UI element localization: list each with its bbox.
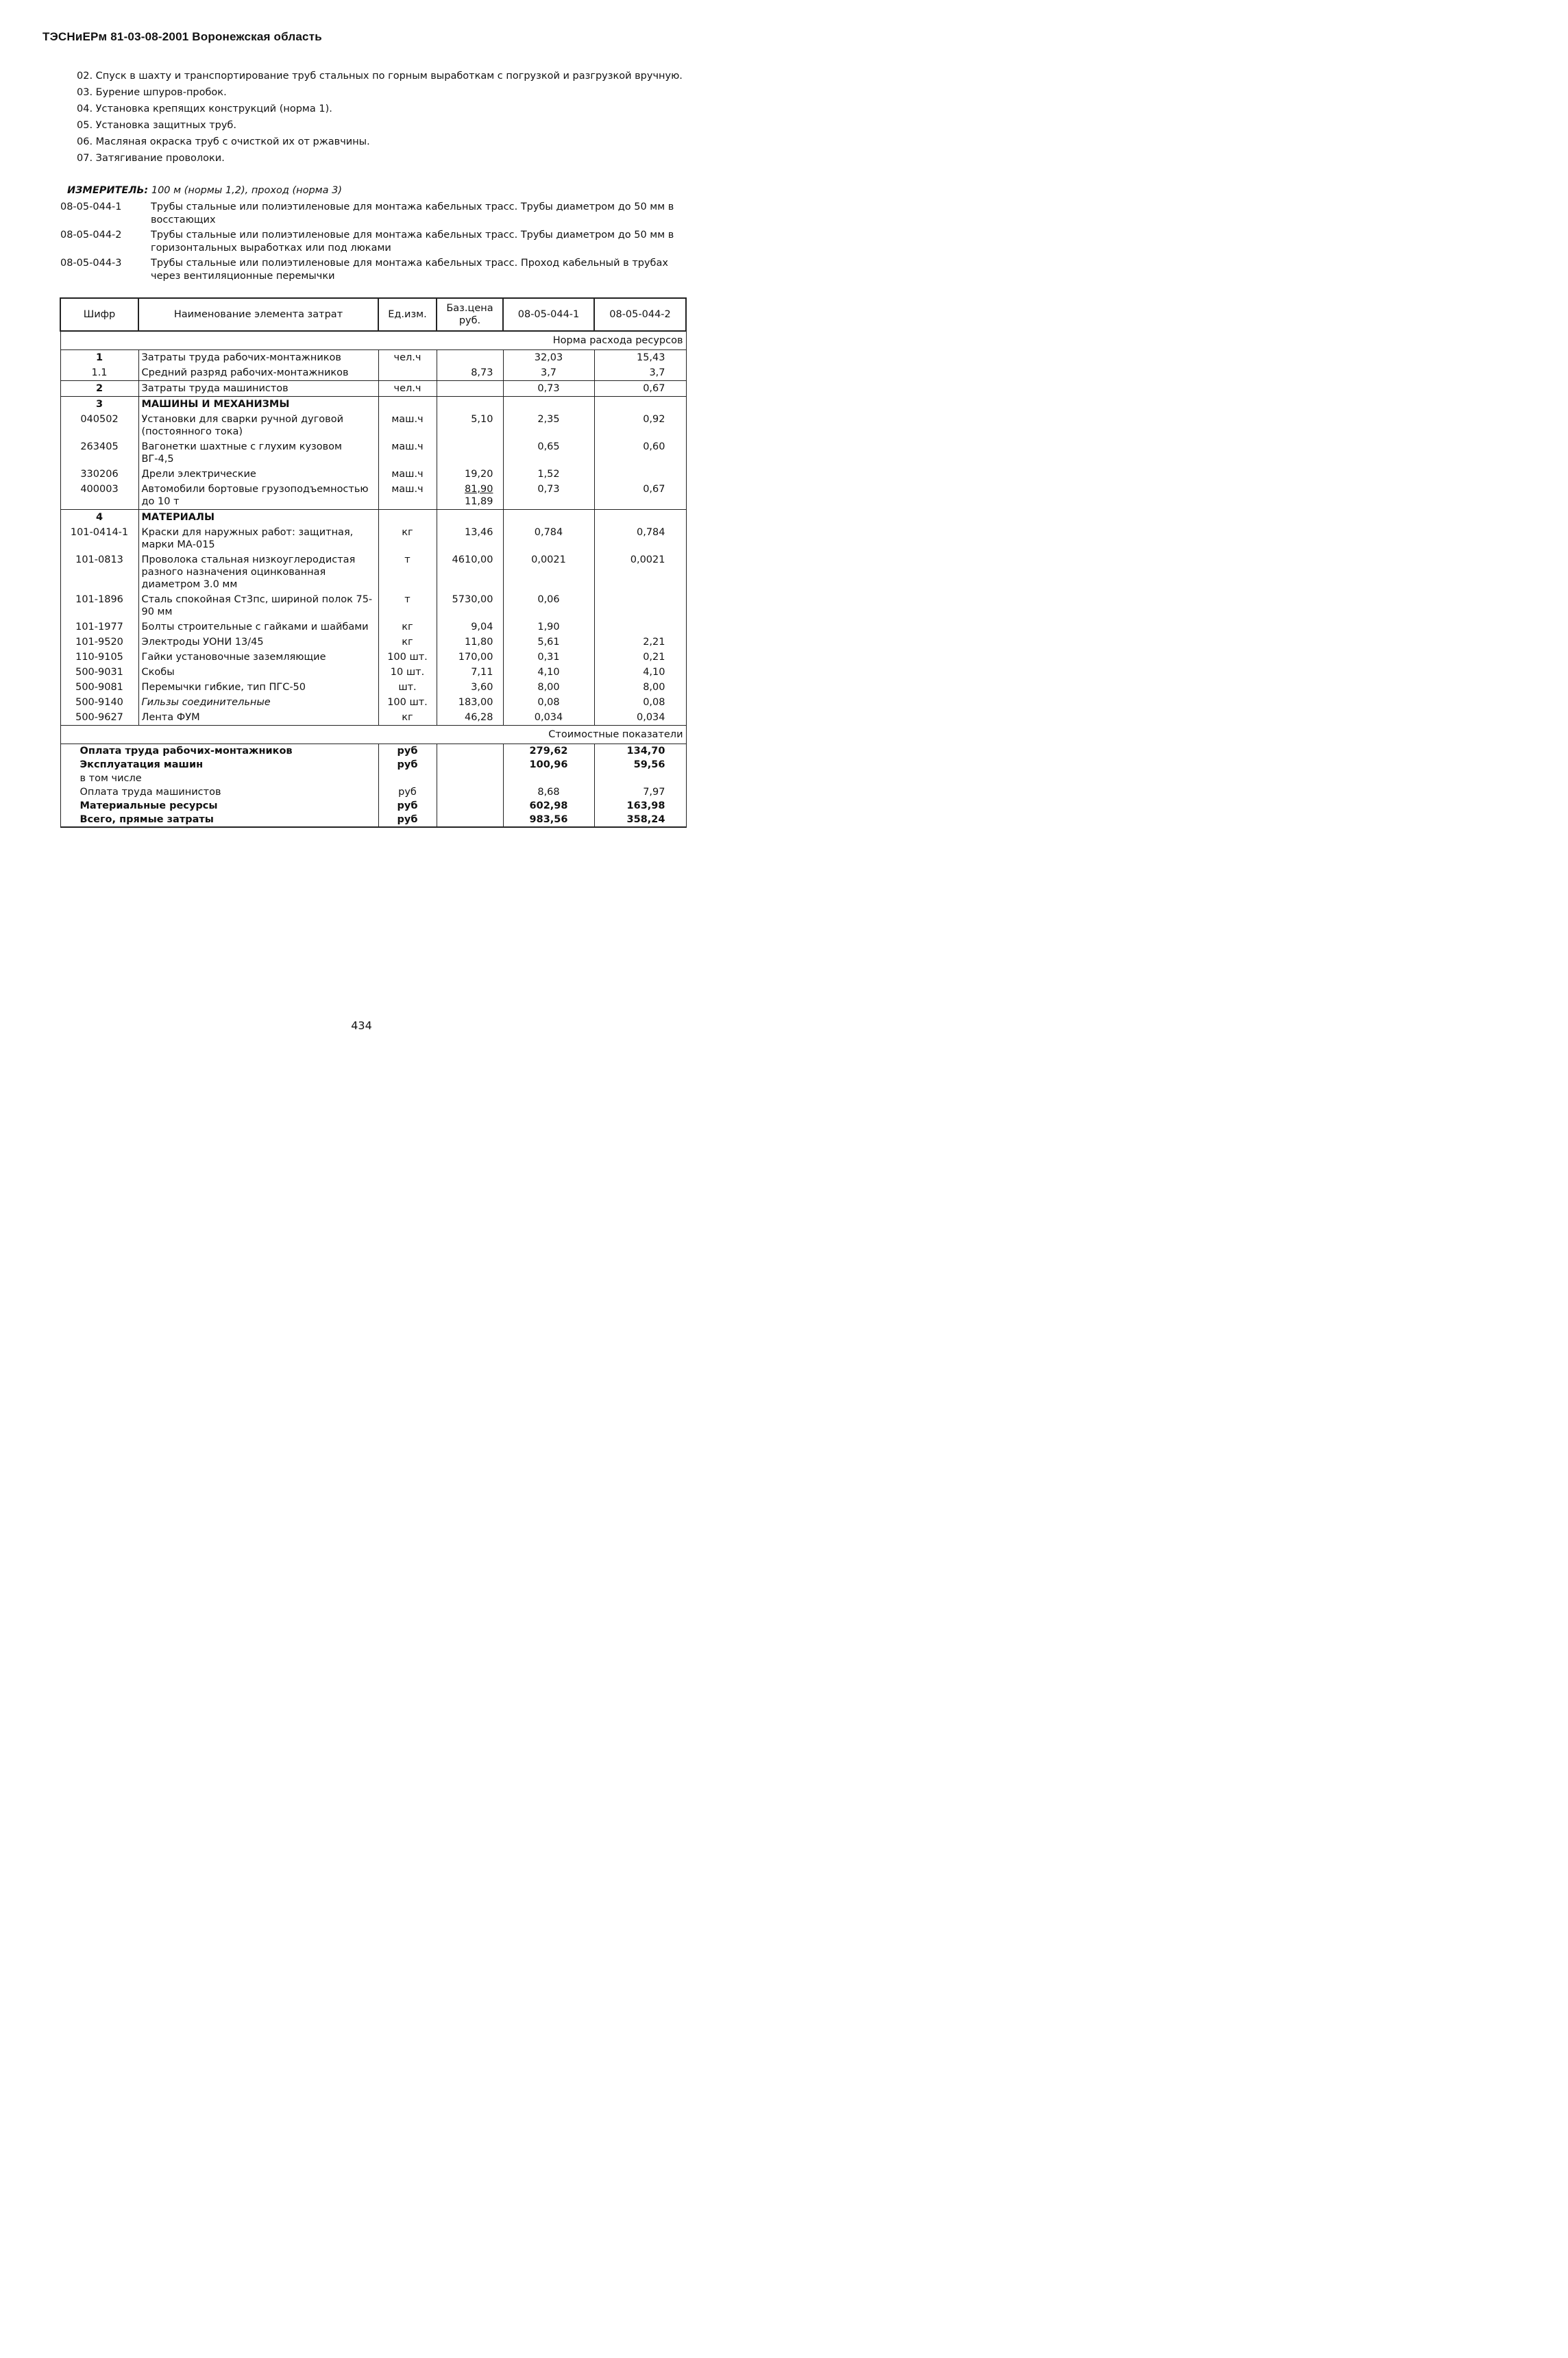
row-price [437,350,503,366]
table-row [60,552,686,592]
document-header: ТЭСНиЕРм 81-03-08-2001 Воронежская область [42,30,322,43]
row-code: 110-9105 [60,650,138,665]
header-code: Шифр [60,298,138,331]
measure-line [67,185,342,196]
row-code: 101-1896 [60,592,138,619]
totals-value-1: 100,96 [503,758,594,772]
row-value-1: 32,03 [503,350,594,366]
row-value-1: 0,08 [503,695,594,710]
norm-codes-list [60,201,691,285]
resources-table [60,297,687,828]
totals-name: Материальные ресурсы [60,799,378,813]
header-norm-1: 08-05-044-1 [503,298,594,331]
row-value-1: 1,52 [503,467,594,482]
row-unit: маш.ч [378,482,437,510]
totals-unit: руб [378,758,437,772]
row-code: 101-1977 [60,619,138,635]
table-row [60,695,686,710]
totals-name: в том числе [60,772,378,785]
row-code: 500-9140 [60,695,138,710]
row-value-2: 0,92 [594,412,686,439]
totals-price [437,744,503,759]
row-value-1 [503,397,594,413]
row-name: МАШИНЫ И МЕХАНИЗМЫ [138,397,378,413]
page-number: 434 [351,1019,372,1032]
totals-row [60,744,686,759]
row-value-2: 3,7 [594,365,686,381]
norm-band-label: Норма расхода ресурсов [60,331,686,350]
table-row [60,592,686,619]
table-row [60,482,686,510]
table-row [60,439,686,467]
totals-value-1: 983,56 [503,813,594,827]
row-name: Гильзы соединительные [138,695,378,710]
row-value-1 [503,510,594,526]
measure-text: 100 м (нормы 1,2), проход (норма 3) [151,185,342,196]
row-unit: т [378,552,437,592]
row-unit: шт. [378,680,437,695]
row-unit: т [378,592,437,619]
cost-band-label: Стоимостные показатели [60,726,686,744]
row-value-2: 4,10 [594,665,686,680]
table-row [60,665,686,680]
totals-price [437,799,503,813]
header-price: Баз.цена руб. [437,298,503,331]
totals-value-2: 59,56 [594,758,686,772]
row-code: 330206 [60,467,138,482]
row-unit [378,510,437,526]
row-price [437,439,503,467]
operation-item: 05. Установка защитных труб. [77,120,236,131]
totals-value-2: 7,97 [594,785,686,799]
table-row [60,510,686,526]
totals-unit: руб [378,744,437,759]
totals-value-2 [594,772,686,785]
row-code: 1 [60,350,138,366]
cost-band-row [60,726,686,744]
row-price [437,482,503,510]
row-price: 11,80 [437,635,503,650]
row-value-2 [594,592,686,619]
totals-value-2: 134,70 [594,744,686,759]
row-unit: маш.ч [378,439,437,467]
header-name: Наименование элемента затрат [138,298,378,331]
table-row [60,397,686,413]
header-unit: Ед.изм. [378,298,437,331]
table-row [60,635,686,650]
row-price: 13,46 [437,525,503,552]
operation-item: 03. Бурение шпуров-пробок. [77,87,227,98]
operations-list [77,70,687,169]
totals-row [60,799,686,813]
totals-row [60,785,686,799]
row-code: 500-9031 [60,665,138,680]
totals-name: Оплата труда машинистов [60,785,378,799]
operation-item: 07. Затягивание проволоки. [77,153,225,164]
row-unit: кг [378,525,437,552]
header-norm-2: 08-05-044-2 [594,298,686,331]
row-code: 500-9081 [60,680,138,695]
row-name: Проволока стальная низкоуглеродистая разного назначения оцинкованная диаметром 3.0 мм [138,552,378,592]
row-name: Автомобили бортовые грузоподъемностью до 10 т [138,482,378,510]
totals-value-1: 602,98 [503,799,594,813]
row-value-2 [594,510,686,526]
table-row [60,619,686,635]
row-value-2 [594,397,686,413]
row-value-1: 4,10 [503,665,594,680]
table-row [60,381,686,397]
table-row [60,650,686,665]
row-price [437,397,503,413]
row-name: Перемычки гибкие, тип ПГС-50 [138,680,378,695]
row-code: 2 [60,381,138,397]
row-price: 46,28 [437,710,503,726]
row-code: 400003 [60,482,138,510]
row-value-1: 1,90 [503,619,594,635]
totals-price [437,772,503,785]
row-value-1: 0,784 [503,525,594,552]
totals-unit: руб [378,799,437,813]
totals-value-2: 358,24 [594,813,686,827]
totals-unit: руб [378,813,437,827]
row-value-1: 0,65 [503,439,594,467]
row-price: 7,11 [437,665,503,680]
operation-item: 02. Спуск в шахту и транспортирование труб стальных по горным выработкам с погрузкой и разгрузкой вручную. [77,71,683,82]
row-price: 4610,00 [437,552,503,592]
table-row [60,680,686,695]
row-price: 5,10 [437,412,503,439]
row-name: Сталь спокойная Ст3пс, шириной полок 75-90 мм [138,592,378,619]
row-price: 3,60 [437,680,503,695]
row-unit: чел.ч [378,350,437,366]
norm-code-row [60,229,691,254]
norm-band-row [60,331,686,350]
totals-price [437,758,503,772]
totals-row [60,813,686,827]
row-name: Электроды УОНИ 13/45 [138,635,378,650]
row-price: 170,00 [437,650,503,665]
totals-price [437,785,503,799]
table-row [60,525,686,552]
norm-code-row [60,257,691,282]
operation-item: 06. Масляная окраска труб с очисткой их от ржавчины. [77,136,370,147]
row-name: Лента ФУМ [138,710,378,726]
row-price [437,381,503,397]
norm-description: Трубы стальные или полиэтиленовые для монтажа кабельных трасс. Проход кабельный в трубах через вентиляционные перемычки [151,258,668,282]
totals-name: Эксплуатация машин [60,758,378,772]
row-name: Болты строительные с гайками и шайбами [138,619,378,635]
row-price: 19,20 [437,467,503,482]
row-unit: 10 шт. [378,665,437,680]
row-name: Скобы [138,665,378,680]
price-secondary: 11,89 [464,496,493,507]
totals-unit [378,772,437,785]
row-name: Затраты труда рабочих-монтажников [138,350,378,366]
row-value-2: 8,00 [594,680,686,695]
totals-price [437,813,503,827]
table-header-row [60,298,686,331]
row-name: Средний разряд рабочих-монтажников [138,365,378,381]
row-price: 183,00 [437,695,503,710]
totals-unit: руб [378,785,437,799]
row-code: 4 [60,510,138,526]
row-unit: 100 шт. [378,695,437,710]
row-name: МАТЕРИАЛЫ [138,510,378,526]
row-unit: маш.ч [378,467,437,482]
norm-code: 08-05-044-3 [60,258,122,269]
row-unit: кг [378,635,437,650]
row-value-2: 2,21 [594,635,686,650]
row-value-1: 0,31 [503,650,594,665]
row-value-2: 0,21 [594,650,686,665]
row-name: Краски для наружных работ: защитная, марки МА-015 [138,525,378,552]
row-unit: кг [378,619,437,635]
table-row [60,412,686,439]
row-value-1: 3,7 [503,365,594,381]
measure-label: ИЗМЕРИТЕЛЬ: [67,185,149,196]
row-name: Вагонетки шахтные с глухим кузовом ВГ-4,5 [138,439,378,467]
row-value-1: 5,61 [503,635,594,650]
row-code: 1.1 [60,365,138,381]
row-value-1: 0,034 [503,710,594,726]
row-unit [378,365,437,381]
table-row [60,710,686,726]
row-name: Затраты труда машинистов [138,381,378,397]
norm-code-row [60,201,691,226]
row-unit: кг [378,710,437,726]
table-row [60,350,686,366]
row-value-2: 0,08 [594,695,686,710]
row-unit: 100 шт. [378,650,437,665]
row-value-2: 15,43 [594,350,686,366]
totals-value-1: 8,68 [503,785,594,799]
totals-value-2: 163,98 [594,799,686,813]
norm-code: 08-05-044-2 [60,230,122,241]
table-row [60,467,686,482]
row-code: 500-9627 [60,710,138,726]
row-value-1: 0,73 [503,381,594,397]
totals-value-1: 279,62 [503,744,594,759]
row-unit [378,397,437,413]
row-code: 263405 [60,439,138,467]
row-code: 040502 [60,412,138,439]
row-unit: чел.ч [378,381,437,397]
row-value-2: 0,67 [594,482,686,510]
row-value-1: 0,06 [503,592,594,619]
table-row [60,365,686,381]
row-code: 3 [60,397,138,413]
row-price: 5730,00 [437,592,503,619]
norm-description: Трубы стальные или полиэтиленовые для монтажа кабельных трасс. Трубы диаметром до 50 мм в горизонтальных выработках или под люками [151,230,674,254]
totals-row [60,758,686,772]
totals-name: Всего, прямые затраты [60,813,378,827]
norm-description: Трубы стальные или полиэтиленовые для монтажа кабельных трасс. Трубы диаметром до 50 мм в восстающих [151,201,674,225]
row-value-2 [594,467,686,482]
row-value-1: 0,73 [503,482,594,510]
row-code: 101-0813 [60,552,138,592]
row-value-2 [594,619,686,635]
totals-name: Оплата труда рабочих-монтажников [60,744,378,759]
row-value-1: 0,0021 [503,552,594,592]
operation-item: 04. Установка крепящих конструкций (норма 1). [77,103,332,114]
row-value-2: 0,67 [594,381,686,397]
price-primary: 81,90 [464,484,493,495]
row-price [437,510,503,526]
row-name: Дрели электрические [138,467,378,482]
totals-value-1 [503,772,594,785]
row-value-1: 2,35 [503,412,594,439]
row-name: Гайки установочные заземляющие [138,650,378,665]
totals-row [60,772,686,785]
row-value-2: 0,784 [594,525,686,552]
row-code: 101-9520 [60,635,138,650]
row-name: Установки для сварки ручной дуговой (постоянного тока) [138,412,378,439]
norm-code: 08-05-044-1 [60,201,122,212]
row-value-2: 0,60 [594,439,686,467]
row-code: 101-0414-1 [60,525,138,552]
row-value-2: 0,0021 [594,552,686,592]
row-unit: маш.ч [378,412,437,439]
row-value-1: 8,00 [503,680,594,695]
row-price: 9,04 [437,619,503,635]
row-price: 8,73 [437,365,503,381]
row-value-2: 0,034 [594,710,686,726]
